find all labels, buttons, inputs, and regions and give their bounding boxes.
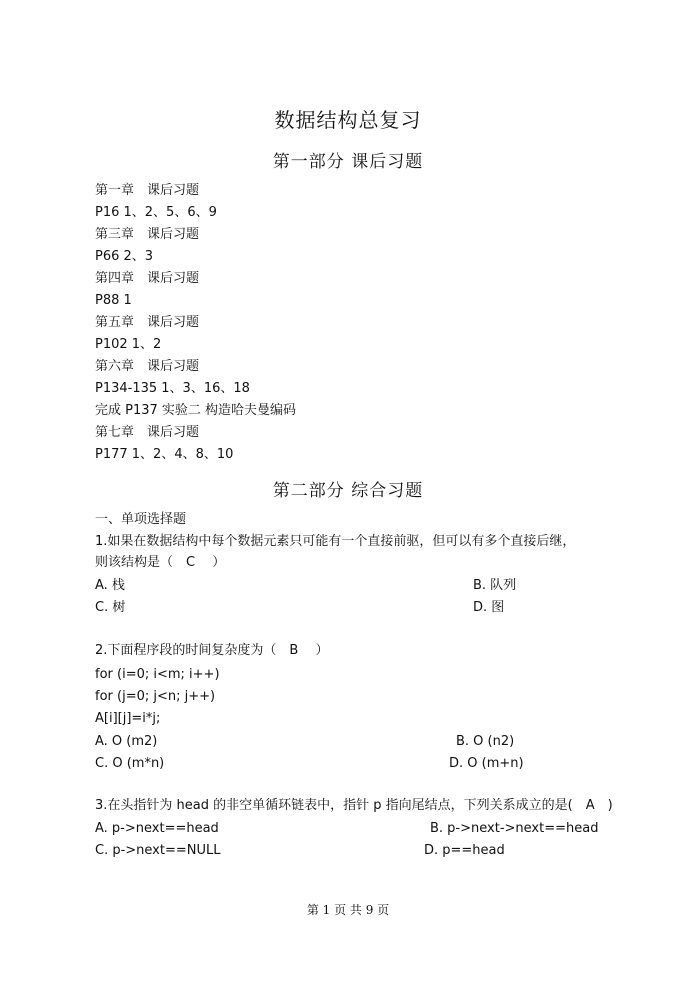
option-a: A. O (m2)	[95, 734, 158, 749]
question-2-stem: 2.下面程序段的时间复杂度为（ B ）	[95, 643, 329, 658]
option-d: D. O (m+n)	[449, 756, 524, 771]
question-1-stem: 1.如果在数据结构中每个数据元素只可能有一个直接前驱，但可以有多个直接后继，	[95, 534, 576, 549]
option-c: C. 树	[95, 600, 126, 615]
part1-line: 第一章 课后习题	[95, 183, 200, 198]
part1-line: P88 1	[95, 293, 132, 308]
option-d: D. 图	[473, 600, 505, 615]
part1-line: P134-135 1、3、16、18	[95, 381, 250, 396]
document-title: 数据结构总复习	[274, 108, 422, 132]
part1-heading: 第一部分 课后习题	[272, 152, 424, 172]
option-b: B. O (n2)	[456, 734, 515, 749]
code-line: for (j=0; j<n; j++)	[95, 689, 216, 704]
part1-line: 第六章 课后习题	[95, 359, 200, 374]
part1-line: 第七章 课后习题	[95, 425, 200, 440]
part1-line: 完成 P137 实验二 构造哈夫曼编码	[95, 403, 297, 418]
option-c: C. p->next==NULL	[95, 843, 221, 858]
code-line: A[i][j]=i*j;	[95, 711, 161, 726]
part1-line: P177 1、2、4、8、10	[95, 447, 234, 462]
option-d: D. p==head	[424, 843, 505, 858]
option-a: A. p->next==head	[95, 821, 219, 836]
page-footer: 第 1 页 共 9 页	[306, 903, 390, 917]
code-line: for (i=0; i<m; i++)	[95, 667, 220, 682]
part1-line: P16 1、2、5、6、9	[95, 205, 217, 220]
part1-line: 第四章 课后习题	[95, 271, 200, 286]
question-3-stem: 3.在头指针为 head 的非空单循环链表中，指针 p 指向尾结点，下列关系成立的是( A )	[95, 798, 613, 813]
option-a: A. 栈	[95, 578, 125, 593]
part2-heading: 第二部分 综合习题	[272, 481, 424, 501]
option-b: B. p->next->next==head	[430, 821, 599, 836]
option-c: C. O (m*n)	[95, 756, 165, 771]
option-b: B. 队列	[473, 578, 517, 593]
section-heading: 一、单项选择题	[95, 512, 187, 527]
part1-line: P102 1、2	[95, 337, 162, 352]
part1-line: 第三章 课后习题	[95, 227, 200, 242]
question-1-stem-cont: 则该结构是（ C ）	[95, 555, 226, 570]
part1-line: P66 2、3	[95, 249, 154, 264]
part1-line: 第五章 课后习题	[95, 315, 200, 330]
